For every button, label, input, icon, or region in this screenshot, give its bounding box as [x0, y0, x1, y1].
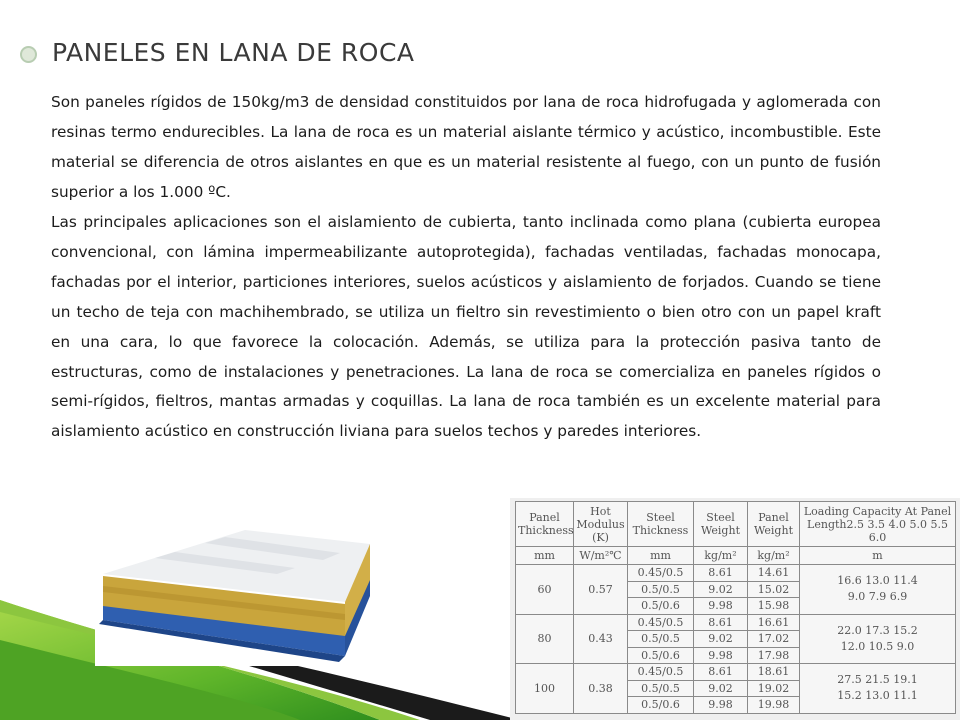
loading-capacity-cell [800, 664, 956, 714]
steel-thickness-cell: 0.5/0.5 [628, 631, 694, 648]
panel-weight-cell: 14.61 [748, 565, 800, 582]
capacity-line: 9.0 7.9 6.9 [847, 590, 908, 604]
table-header-row [516, 502, 956, 547]
steel-weight-cell: 8.61 [694, 565, 748, 582]
hot-modulus-cell: 0.43 [574, 614, 628, 664]
capacity-line: 16.6 13.0 11.4 [837, 574, 918, 588]
hot-modulus-cell: 0.57 [574, 565, 628, 615]
steel-thickness-cell: 0.45/0.5 [628, 664, 694, 681]
steel-thickness-cell: 0.45/0.5 [628, 565, 694, 582]
steel-thickness-cell: 0.5/0.6 [628, 647, 694, 664]
capacity-line: 12.0 10.5 9.0 [840, 639, 915, 653]
header-panel-thickness: Panel Thickness [516, 502, 574, 547]
header-steel-weight: Steel Weight [694, 502, 748, 547]
steel-weight-cell: 9.02 [694, 581, 748, 598]
panel-weight-cell: 19.98 [748, 697, 800, 714]
panel-specification-table [510, 498, 960, 720]
panel-weight-cell: 17.02 [748, 631, 800, 648]
steel-thickness-cell: 0.5/0.5 [628, 581, 694, 598]
table-units-row [516, 547, 956, 565]
steel-weight-cell: 9.98 [694, 647, 748, 664]
panel-weight-cell: 15.98 [748, 598, 800, 615]
steel-weight-cell: 9.98 [694, 598, 748, 615]
title-bullet-icon [20, 46, 37, 63]
steel-weight-cell: 9.02 [694, 631, 748, 648]
panel-thickness-cell: 80 [516, 614, 574, 664]
steel-weight-cell: 9.02 [694, 680, 748, 697]
steel-thickness-cell: 0.5/0.6 [628, 697, 694, 714]
slide-title: PANELES EN LANA DE ROCA [52, 38, 415, 67]
loading-capacity-cell [800, 614, 956, 664]
panel-thickness-cell: 60 [516, 565, 574, 615]
header-hot-modulus: Hot Modulus (K) [574, 502, 628, 547]
unit-cell: mm [516, 547, 574, 565]
description-paragraph: Son paneles rígidos de 150kg/m3 de densidad constituidos por lana de roca hidrofugada y aglomerada con resinas termo endurecibles. La lana de roca es un material aislante térmico y acústico, incombustible. Este material se diferencia de otros aislantes en que es un material resistente al fuego, con un punto de fusión superior a los 1.000 ºC. [51, 93, 881, 201]
table-row [516, 565, 956, 582]
panel-weight-cell: 15.02 [748, 581, 800, 598]
unit-cell: kg/m² [748, 547, 800, 565]
steel-thickness-cell: 0.5/0.6 [628, 598, 694, 615]
capacity-line: 15.2 13.0 11.1 [837, 689, 918, 703]
spec-table [515, 501, 956, 714]
panel-weight-cell: 19.02 [748, 680, 800, 697]
rock-wool-panel-image [95, 516, 375, 666]
table-row [516, 614, 956, 631]
applications-paragraph: Las principales aplicaciones son el aislamiento de cubierta, tanto inclinada como plana (cubierta europea convencional, con lámina impermeabilizante autoprotegida), fachadas ventiladas, fachadas monocapa, fachadas por el interior, particiones interiores, suelos acústicos y aislamiento de forjados. Cuando se tiene un techo de teja con machihembrado, se utiliza un fieltro sin revestimiento o bien otro con un papel kraft en una cara, lo que favorece la colocación. Además, se utiliza para la protección pasiva tanto de estructuras, como de instalaciones y penetraciones. La lana de roca se comercializa en paneles rígidos o semi-rígidos, fieltros, mantas armadas y coquillas. La lana de roca también es un excelente material para aislamiento acústico en construcción liviana para suelos techos y paredes interiores. [51, 213, 881, 441]
unit-cell: mm [628, 547, 694, 565]
unit-cell: kg/m² [694, 547, 748, 565]
steel-thickness-cell: 0.5/0.5 [628, 680, 694, 697]
table-row [516, 664, 956, 681]
panel-weight-cell: 17.98 [748, 647, 800, 664]
panel-weight-cell: 18.61 [748, 664, 800, 681]
steel-weight-cell: 8.61 [694, 664, 748, 681]
unit-cell: m [800, 547, 956, 565]
capacity-line: 22.0 17.3 15.2 [837, 623, 918, 637]
capacity-line: 27.5 21.5 19.1 [837, 673, 918, 687]
steel-weight-cell: 8.61 [694, 614, 748, 631]
panel-weight-cell: 16.61 [748, 614, 800, 631]
steel-weight-cell: 9.98 [694, 697, 748, 714]
loading-capacity-cell [800, 565, 956, 615]
steel-thickness-cell: 0.45/0.5 [628, 614, 694, 631]
header-panel-weight: Panel Weight [748, 502, 800, 547]
unit-cell: W/m²℃ [574, 547, 628, 565]
panel-thickness-cell: 100 [516, 664, 574, 714]
header-loading-capacity: Loading Capacity At Panel Length2.5 3.5 4.0 5.0 5.5 6.0 [800, 502, 956, 547]
hot-modulus-cell: 0.38 [574, 664, 628, 714]
header-steel-thickness: Steel Thickness [628, 502, 694, 547]
